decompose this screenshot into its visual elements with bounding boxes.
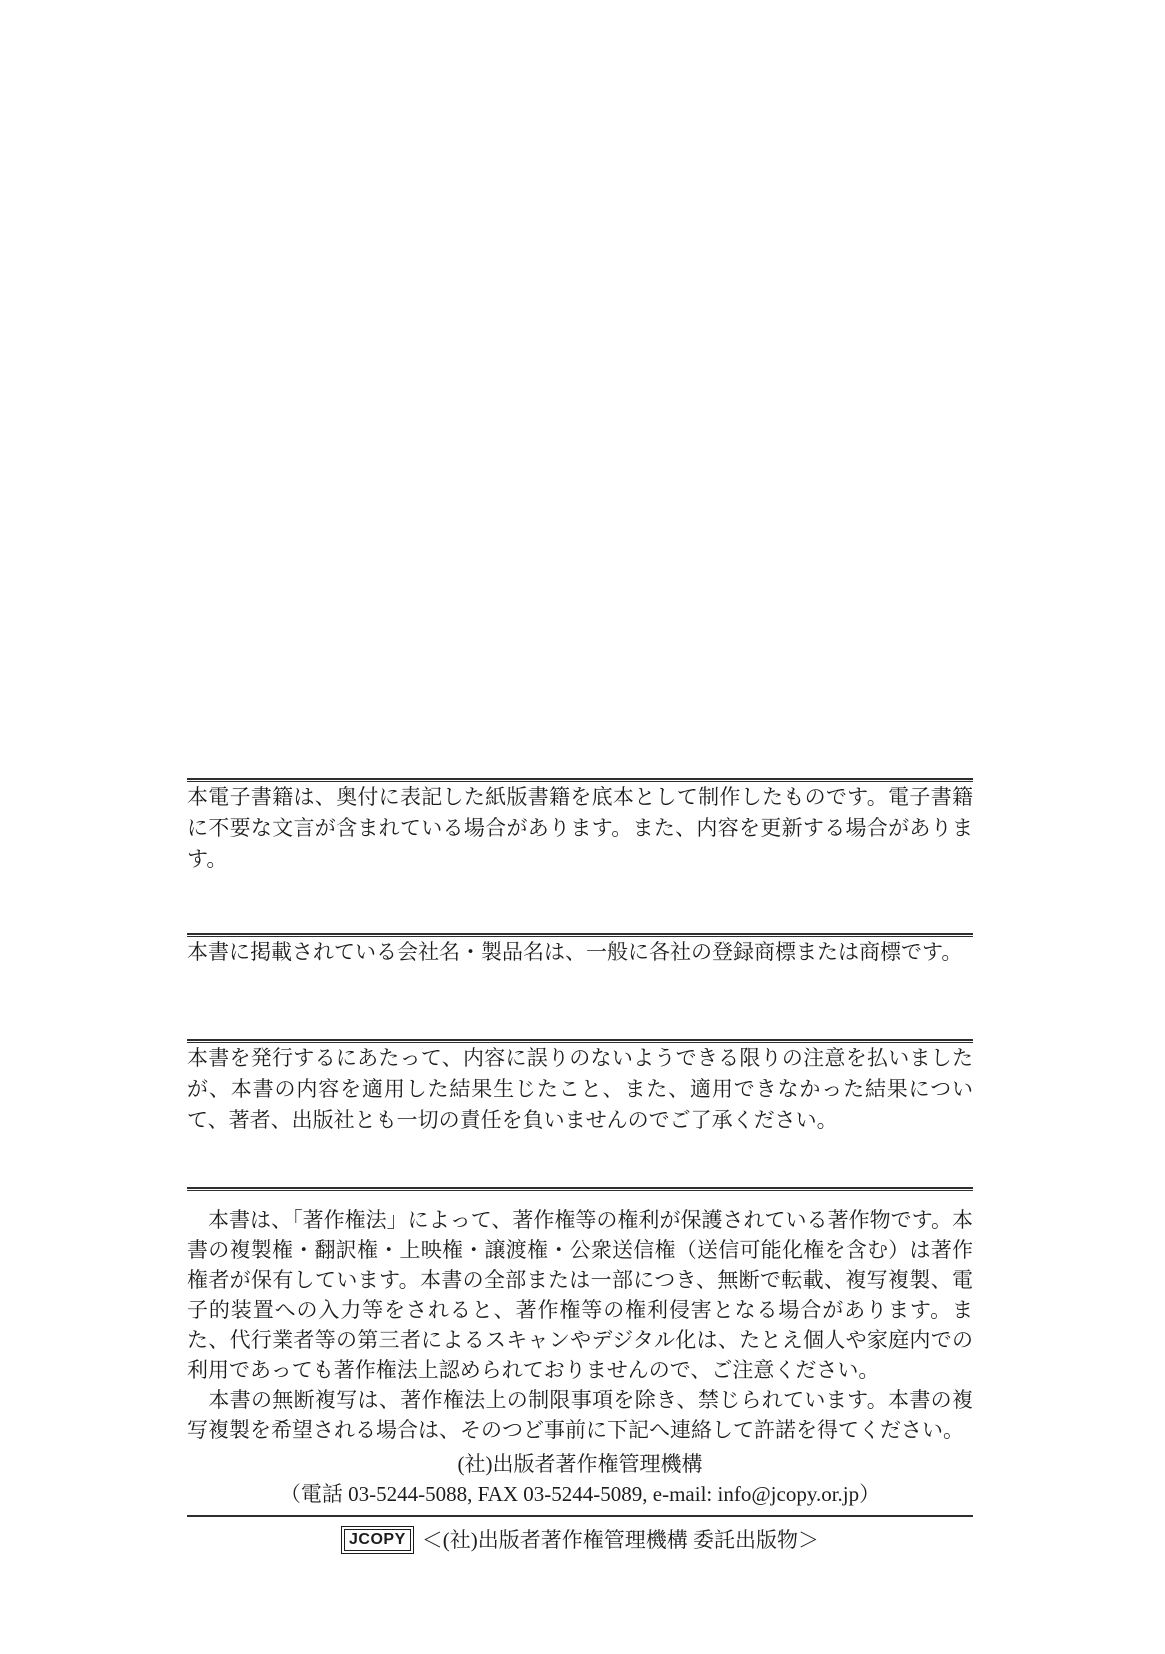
- jcopy-entrust-text: ＜(社)出版者著作権管理機構 委託出版物＞: [421, 1528, 819, 1552]
- copyright-organization: (社)出版者著作権管理機構: [457, 1452, 703, 1476]
- disclaimer-notice: 本書を発行するにあたって、内容に誤りのないようできる限りの注意を払いましたが、本書の内容を適用した結果生じたこと、また、適用できなかった結果について、著者、出版社とも一切の責任を負いませんのでご了承ください。: [187, 1046, 973, 1132]
- colophon-content: [187, 0, 973, 1554]
- divider-top-copyright-notice: [187, 1187, 973, 1191]
- copyright-paragraph-2: 本書の無断複写は、著作権法上の制限事項を除き、禁じられています。本書の複写複製を希望される場合は、そのつど事前に下記へ連絡して許諾を得てください。: [187, 1388, 973, 1442]
- copyright-contact-info: （電話 03-5244-5088, FAX 03-5244-5089, e-mail: info@jcopy.or.jp）: [279, 1482, 881, 1506]
- divider-bottom: [187, 1515, 973, 1517]
- jcopy-logo: JCOPY: [341, 1526, 414, 1554]
- trademark-notice: 本書に掲載されている会社名・製品名は、一般に各社の登録商標または商標です。: [187, 940, 963, 964]
- copyright-notice: [187, 1205, 973, 1509]
- ebook-format-notice: 本電子書籍は、奥付に表記した紙版書籍を底本として制作したものです。電子書籍に不要な文言が含まれている場合があります。また、内容を更新する場合があります。: [187, 785, 973, 871]
- jcopy-footer: [187, 1526, 973, 1554]
- copyright-paragraph-1: 本書は、「著作権法」によって、著作権等の権利が保護されている著作物です。本書の複製権・翻訳権・上映権・譲渡権・公衆送信権（送信可能化権を含む）は著作権者が保有しています。本書の全部または一部につき、無断で転載、複写複製、電子的装置への入力等をされると、著作権等の権利侵害となる場合があります。また、代行業者等の第三者によるスキャンやデジタル化は、たとえ個人や家庭内での利用であっても著作権法上認められておりませんので、ご注意ください。: [187, 1208, 973, 1382]
